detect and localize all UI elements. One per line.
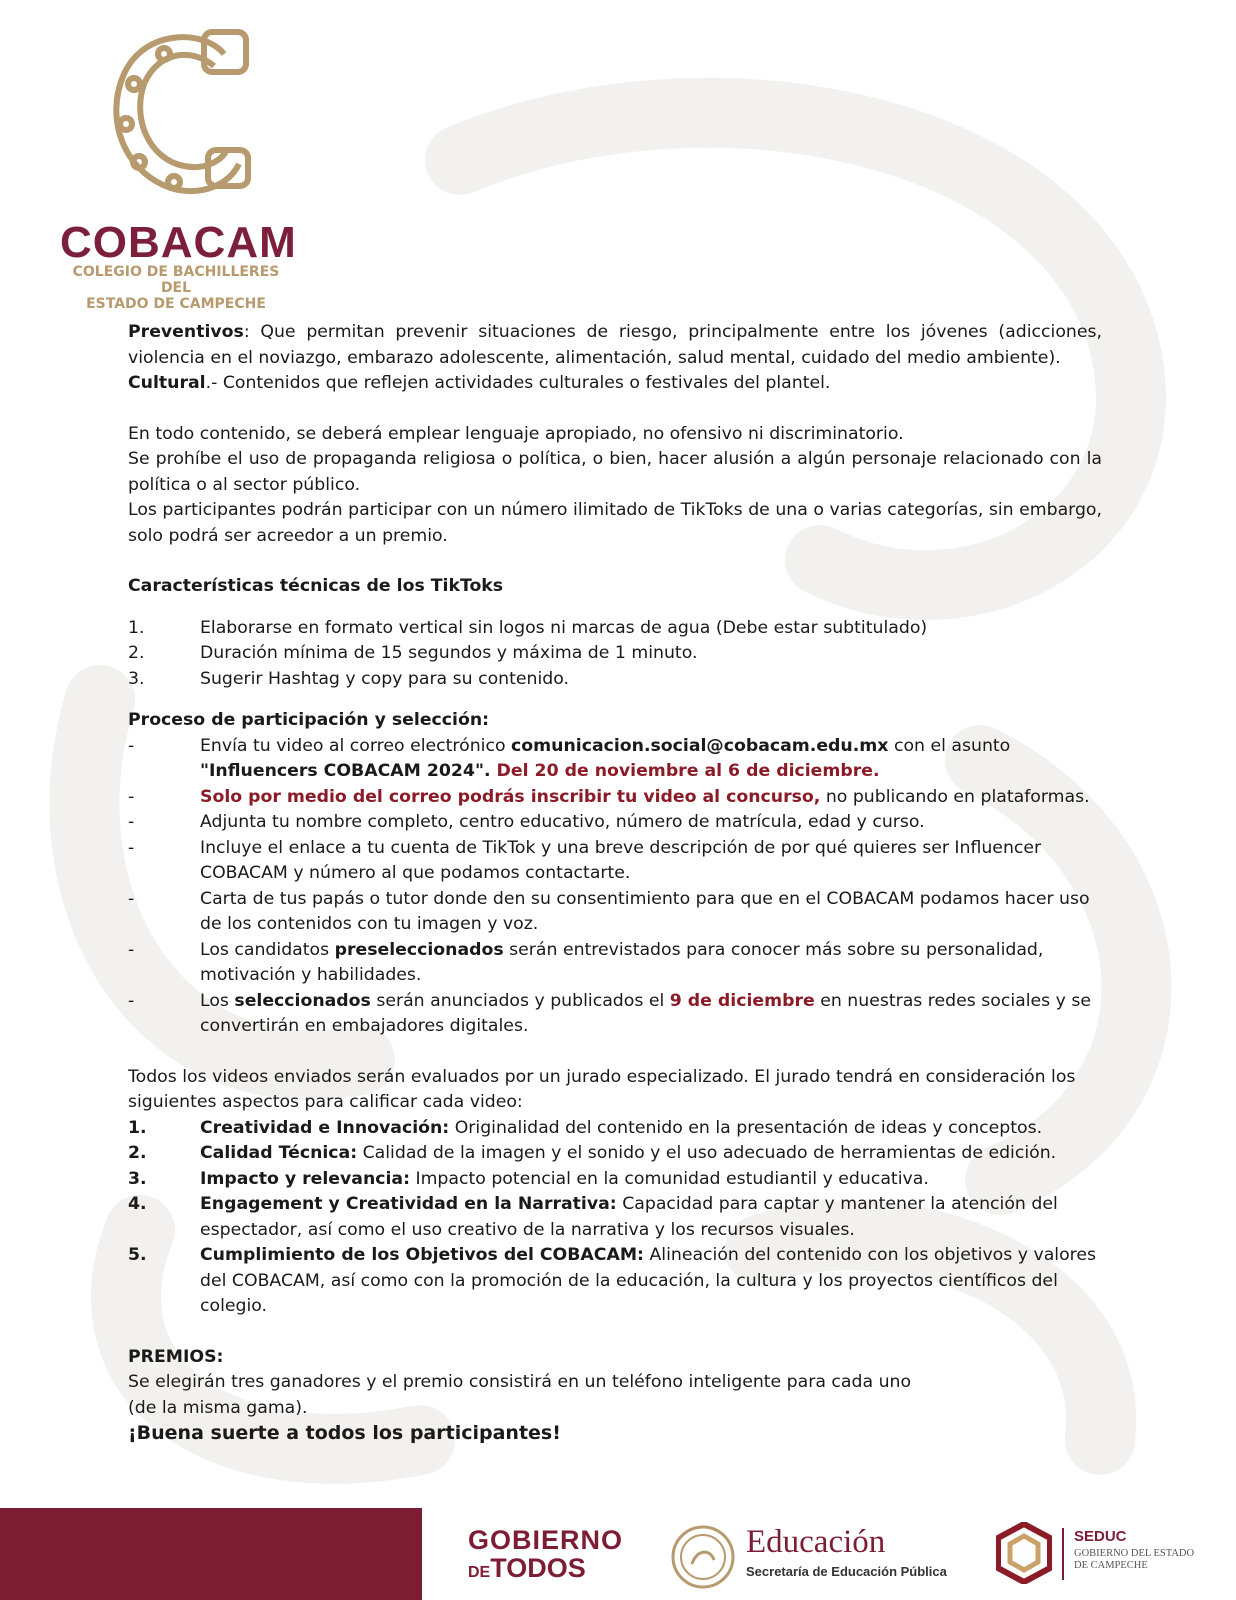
criteria-item: [128, 1141, 1102, 1167]
national-seal-icon: [670, 1524, 736, 1590]
criteria-number: 2.: [128, 1143, 147, 1163]
process-bullet: -: [128, 812, 135, 832]
closing-message: ¡Buena suerte a todos los participantes!: [128, 1422, 561, 1444]
process-item-text: con el asunto: [888, 735, 1011, 756]
logo-subtitle-line-2: ESTADO DE CAMPECHE: [86, 296, 266, 312]
prizes-line-1: Se elegirán tres ganadores y el premio consistirá en un teléfono inteligente para cada uno: [128, 1372, 912, 1392]
criteria-title: Calidad Técnica:: [200, 1143, 358, 1163]
tech-item-number: 3.: [128, 668, 145, 689]
tech-heading-text: Características técnicas de los TikToks: [128, 576, 504, 596]
criteria-title: Creatividad e Innovación:: [200, 1117, 450, 1138]
process-item-text: Envía tu video al correo electrónico: [200, 735, 512, 756]
criteria-item: [128, 1116, 1102, 1142]
process-bullet: -: [128, 837, 135, 858]
rule-paragraph-3: Los participantes podrán participar con un número ilimitado de TikToks de una o varias categorías, sin embargo, solo podrá ser acreedor a un premio.: [128, 500, 1102, 546]
contact-email: comunicacion.social@cobacam.edu.mx: [511, 735, 889, 756]
process-heading: [128, 708, 1102, 734]
document-body: [128, 320, 1102, 1447]
prizes-heading-text: PREMIOS:: [128, 1346, 224, 1367]
process-item-text: no publicando en plataformas.: [820, 786, 1090, 807]
criteria-title: Impacto y relevancia:: [200, 1168, 410, 1189]
process-item: [128, 938, 1102, 989]
preventivos-text: : Que permitan prevenir situaciones de riesgo, principalmente entre los jóvenes (adicciones, violencia en el noviazgo, embarazo adolescente, alimentación, salud mental, cuidado del medio ambiente).: [128, 322, 1102, 368]
seduc-divider: [1062, 1528, 1064, 1580]
cobacam-emblem-icon: [104, 24, 254, 204]
process-item-text: Los: [200, 990, 235, 1011]
criteria-item: [128, 1192, 1102, 1243]
process-item: [128, 810, 1102, 836]
gobierno-de-todos-logo: [468, 1526, 623, 1587]
process-item-text: Adjunta tu nombre completo, centro educativo, número de matrícula, edad y curso.: [200, 812, 925, 832]
criteria-item: [128, 1243, 1102, 1320]
process-item-text: en nuestras redes sociales y se convertirán en embajadores digitales.: [200, 990, 1092, 1036]
process-item-text: serán anunciados y publicados el: [370, 990, 670, 1011]
process-bullet: -: [128, 786, 135, 807]
process-item: [128, 989, 1102, 1040]
logo-subtitle-line-1: COLEGIO DE BACHILLERES DEL: [72, 264, 280, 296]
criteria-title: Engagement y Creatividad en la Narrativa:: [200, 1194, 617, 1214]
prizes-heading: [128, 1345, 1102, 1371]
footer: [0, 1508, 1236, 1600]
cultural-label: Cultural: [128, 373, 206, 393]
footer-color-bar: [0, 1508, 422, 1600]
process-item: [128, 785, 1102, 811]
educacion-title: Educación: [746, 1524, 886, 1560]
criteria-text: Calidad de la imagen y el sonido y el uso adecuado de herramientas de edición.: [357, 1143, 1057, 1163]
seduc-emblem-icon: [996, 1522, 1052, 1584]
tech-item-number: 1.: [128, 617, 145, 638]
criteria-text: Impacto potencial en la comunidad estudiantil y educativa.: [410, 1168, 929, 1189]
todos-text: TODOS: [490, 1553, 586, 1583]
announcement-date: 9 de diciembre: [669, 990, 815, 1011]
criteria-number: 1.: [128, 1117, 147, 1138]
email-subject: "Influencers COBACAM 2024".: [200, 761, 491, 781]
process-item: [128, 836, 1102, 887]
criteria-number: 3.: [128, 1168, 147, 1189]
email-only-notice: Solo por medio del correo podrás inscribir tu video al concurso,: [200, 786, 821, 807]
process-bullet: -: [128, 888, 135, 909]
criteria-text: Capacidad para captar y mantener la atención del espectador, así como el uso creativo de la narrativa y los recursos visuales.: [200, 1194, 1058, 1240]
process-item: [128, 887, 1102, 938]
gobierno-text: GOBIERNO: [468, 1525, 624, 1555]
criteria-text: Alineación del contenido con los objetivos y valores del COBACAM, así como con la promoción de la educación, la cultura y los proyectos científicos del colegio.: [200, 1245, 1097, 1316]
process-item-text: Incluye el enlace a tu cuenta de TikTok y una breve descripción de por qué quieres ser Influencer COBACAM y número al que podamos contactarte.: [200, 837, 1042, 883]
submission-dates: Del 20 de noviembre al 6 de diciembre.: [490, 761, 880, 781]
tech-item: [128, 641, 1102, 667]
tech-item-text: Sugerir Hashtag y copy para su contenido.: [200, 668, 569, 689]
seduc-subtitle-line-1: GOBIERNO DEL ESTADO: [1074, 1548, 1195, 1559]
criteria-text: Originalidad del contenido en la presentación de ideas y conceptos.: [449, 1117, 1043, 1138]
process-bullet: -: [128, 939, 135, 960]
preventivos-label: Preventivos: [128, 322, 244, 342]
evaluation-intro: Todos los videos enviados serán evaluados por un jurado especializado. El jurado tendrá en consideración los siguientes aspectos para calificar cada video:: [128, 1066, 1076, 1112]
rule-paragraph-2: Se prohíbe el uso de propaganda religiosa o política, o bien, hacer alusión a algún personaje relacionado con la política o al sector público.: [128, 449, 1102, 495]
seduc-title: SEDUC: [1074, 1528, 1127, 1545]
tech-item: [128, 667, 1102, 693]
tech-item-text: Elaborarse en formato vertical sin logos ni marcas de agua (Debe estar subtitulado): [200, 617, 928, 638]
category-preventivos: [128, 320, 1102, 371]
educacion-subtitle: Secretaría de Educación Pública: [746, 1564, 947, 1579]
tech-item-number: 2.: [128, 643, 145, 663]
process-bullet: -: [128, 735, 135, 756]
prizes-line-2: (de la misma gama).: [128, 1397, 308, 1418]
tech-heading: [128, 574, 1102, 600]
tech-item-text: Duración mínima de 15 segundos y máxima de 1 minuto.: [200, 643, 698, 663]
process-item-text: Los candidatos: [200, 939, 335, 960]
category-cultural: [128, 371, 1102, 397]
seduc-logo: [996, 1522, 1195, 1589]
process-item-text: serán entrevistados para conocer más sobre su personalidad, motivación y habilidades.: [200, 939, 1044, 985]
logo-name: COBACAM: [60, 218, 297, 267]
preselected-label: preseleccionados: [334, 939, 504, 960]
seduc-subtitle-line-2: DE CAMPECHE: [1074, 1560, 1148, 1571]
process-item: [128, 734, 1102, 785]
selected-label: seleccionados: [234, 990, 371, 1011]
de-text: DE: [468, 1564, 491, 1581]
rule-paragraph-1: En todo contenido, se deberá emplear lenguaje apropiado, no ofensivo ni discriminatorio.: [128, 423, 904, 444]
seduc-subtitle: [1074, 1548, 1194, 1572]
process-heading-text: Proceso de participación y selección:: [128, 710, 490, 730]
process-bullet: -: [128, 990, 135, 1011]
criteria-number: 5.: [128, 1245, 147, 1265]
criteria-number: 4.: [128, 1194, 147, 1214]
logo-subtitle: [58, 264, 294, 312]
criteria-item: [128, 1167, 1102, 1193]
criteria-title: Cumplimiento de los Objetivos del COBACAM:: [200, 1245, 644, 1265]
process-item-text: Carta de tus papás o tutor donde den su consentimiento para que en el COBACAM podamos hacer uso de los contenidos con tu imagen y voz.: [200, 888, 1090, 934]
tech-item: [128, 616, 1102, 642]
cultural-text: .- Contenidos que reflejen actividades culturales o festivales del plantel.: [205, 373, 831, 393]
